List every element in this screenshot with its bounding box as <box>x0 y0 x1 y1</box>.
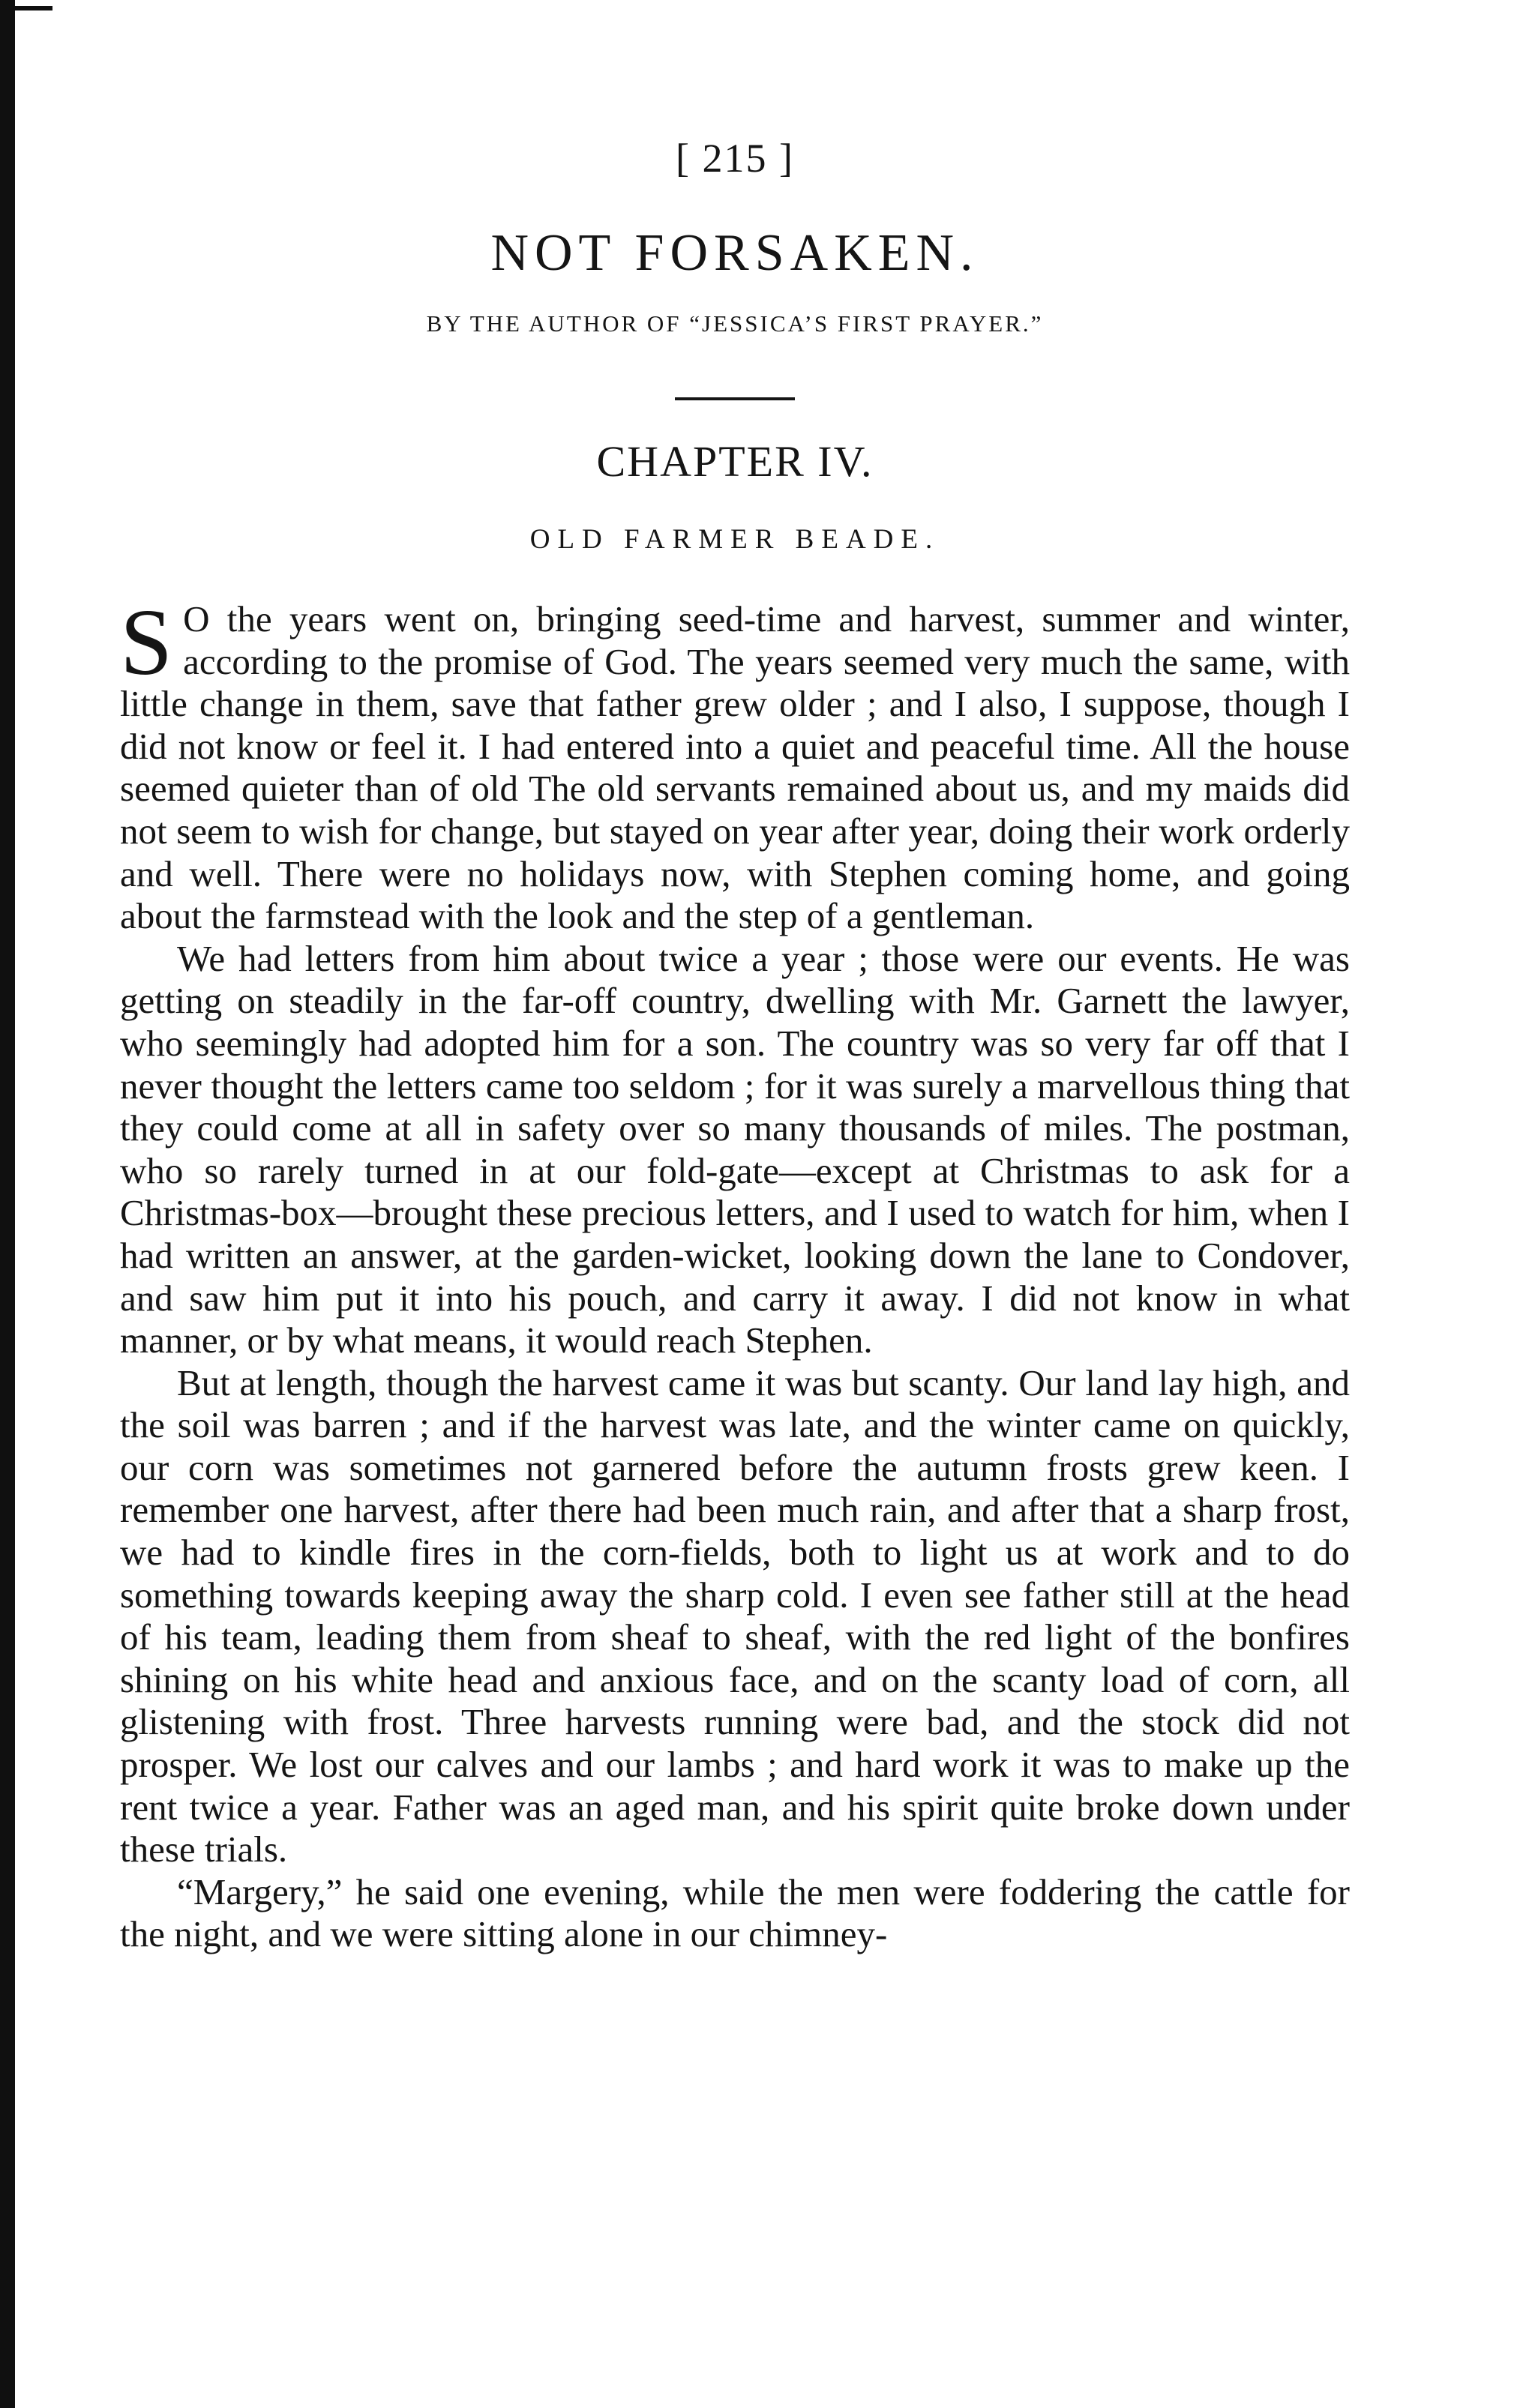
drop-cap: S <box>120 591 173 695</box>
binding-edge <box>0 0 15 2408</box>
binding-mark <box>0 6 52 10</box>
paragraph-2: We had letters from him about twice a year ; those were our events. He was getting on steadily in the far-off country, dwelling with Mr. Garnett the lawyer, who seemingly had adopted him for a son. The country was so very far off that I never thought the letters came too seldom ; for it was surely a marvellous thing that they could come at all in safety over so many thousands of miles. The postman, who so rarely turned in at our fold-gate—except at Christmas to ask for a Christmas-box—brought these precious letters, and I used to watch for him, when I had written an answer, at the garden-wicket, looking down the lane to Condover, and saw him put it into his pouch, and carry it away. I did not know in what manner, or by what means, it would reach Stephen. <box>120 937 1350 1361</box>
page-number: [ 215 ] <box>676 136 794 181</box>
article-body <box>120 591 1350 1956</box>
chapter-subtitle: OLD FARMER BEADE. <box>529 524 940 555</box>
paragraph-1 <box>120 591 1350 938</box>
paragraph-1-text: O the years went on, bringing seed-time and harvest, summer and winter, according to the promise of God. The years seemed very much the same, with little change in them, save that father grew older ; and I also, I suppose, though I did not know or feel it. I had entered into a quiet and peaceful time. All the house seemed quieter than of old The old servants remained about us, and my maids did not seem to wish for change, but stayed on year after year, doing their work orderly and well. There were no holidays now, with Stephen coming home, and going about the farmstead with the look and the step of a gentleman. <box>120 598 1350 937</box>
chapter-heading: CHAPTER IV. <box>596 437 874 486</box>
byline: BY THE AUTHOR OF “JESSICA’S FIRST PRAYER.” <box>426 310 1044 337</box>
paragraph-4: “Margery,” he said one evening, while the men were foddering the cattle for the night, and we were sitting alone in our chimney- <box>120 1870 1350 1955</box>
article-title: NOT FORSAKEN. <box>490 224 979 282</box>
title-divider <box>675 397 795 400</box>
paragraph-3: But at length, though the harvest came it was but scanty. Our land lay high, and the soil was barren ; and if the harvest was late, and the winter came on quickly, our corn was sometimes not garnered before the autumn frosts grew keen. I remember one harvest, after there had been much rain, and after that a sharp frost, we had to kindle fires in the corn-fields, both to light us at work and to do something towards keeping away the sharp cold. I even see father still at the head of his team, leading them from sheaf to sheaf, with the red light of the bonfires shining on his white head and anxious face, and on the scanty load of corn, all glistening with frost. Three harvests running were bad, and the stock did not prosper. We lost our calves and our lambs ; and hard work it was to make up the rent twice a year. Father was an aged man, and his spirit quite broke down under these trials. <box>120 1361 1350 1870</box>
